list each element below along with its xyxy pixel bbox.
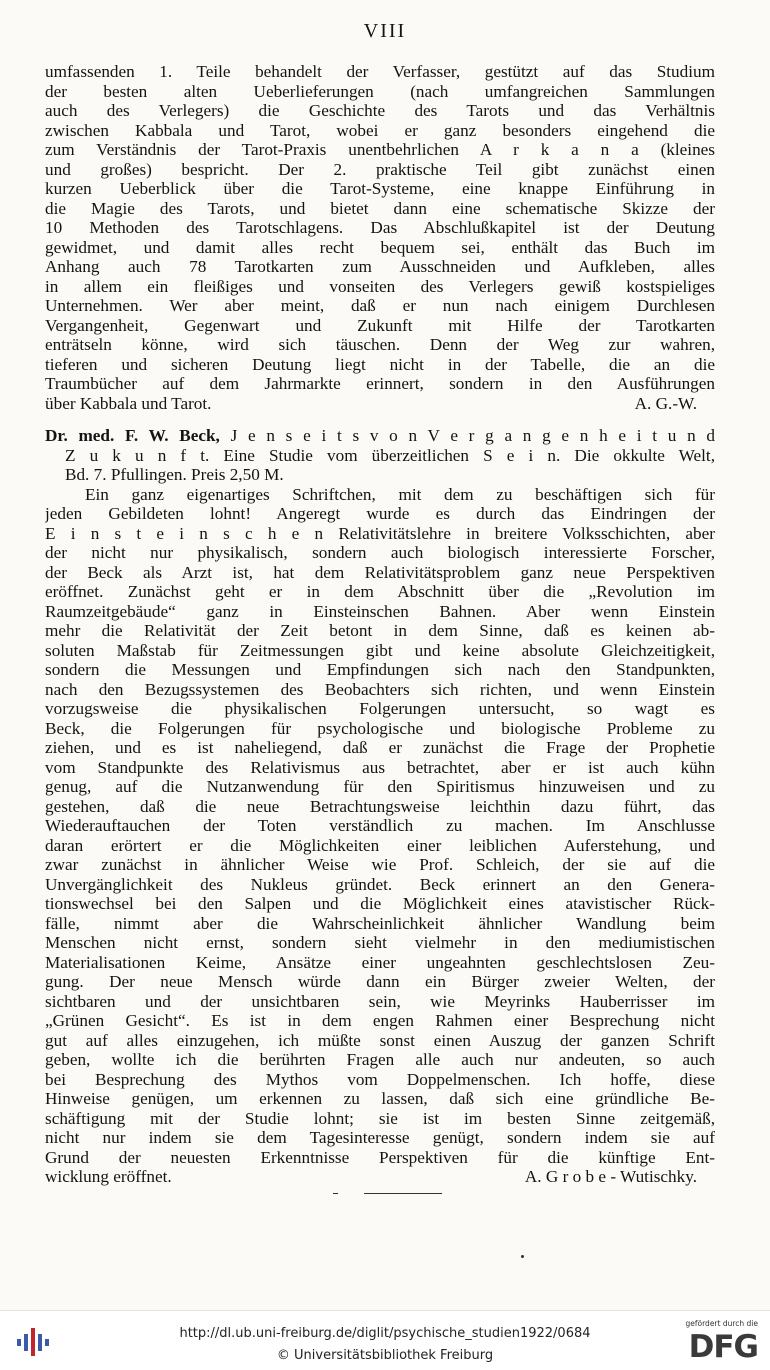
dfg-caption: gefördert durch die [685, 1319, 758, 1328]
text-line: tionswechsel bei den Salpen und die Möglichkeit eines atavistischer Rück- [45, 894, 715, 913]
text-line: der besten alten Ueberlieferungen (nach umfangreichen Sammlungen [45, 81, 715, 101]
text-line: Wiederauftauchen der Toten verständlich zu machen. Im Anschlusse [45, 816, 715, 835]
copyright-notice: © Universitätsbibliothek Freiburg [276, 1348, 494, 1363]
text-line: Unternehmen. Wer aber meint, daß er nun nach einigem Durchlesen [45, 296, 715, 315]
text-line: Grund der neuesten Erkenntnisse Perspektiven für die künftige Ent- [45, 1147, 715, 1167]
reviewer-signature: A. G.-W. [634, 393, 697, 413]
book-title: J e n s e i t s v o n V e r g a n g e n h e i t u n d [230, 426, 715, 445]
text-line: gung. Der neue Mensch würde dann ein Bürger zweier Welten, der [45, 972, 715, 991]
text-line: vorzugsweise die physikalischen Folgerungen untersucht, so wagt es [45, 699, 715, 718]
text-line: Anhang auch 78 Tarotkarten zum Ausschneiden und Aufkleben, alles [45, 257, 715, 276]
book-heading-line [45, 426, 715, 446]
text-line: Hinweise genügen, um erkennen zu lassen, daß sich eine gründliche Be- [45, 1089, 715, 1108]
book-title-cont: Z u k u n f t. Eine Studie vom überzeitlichen S e i n. Die okkulte Welt, [65, 445, 715, 465]
text-line: vom Standpunkte des Relativismus aus betrachtet, aber er ist auch kühn [45, 757, 715, 777]
text-line: Beck, die Folgerungen für psychologische und biologische Probleme zu [45, 718, 715, 738]
text-line: tieferen und sicheren Deutung liegt nicht in der Tabelle, die an die [45, 354, 715, 374]
text-line: der nicht nur physikalisch, sondern auch biologisch interessierte Forscher, [45, 543, 715, 562]
text-line: daran erörtert er die Möglichkeiten einer leiblichen Auferstehung, und [45, 835, 715, 855]
book-publication-info: Bd. 7. Pfullingen. Preis 2,50 M. [65, 465, 284, 484]
closing-line [45, 394, 715, 414]
review-beck [45, 426, 715, 1187]
viewer-footer [0, 1310, 770, 1370]
text-line: enträtseln könne, wird sich täuschen. Denn der Weg zur wahren, [45, 335, 715, 354]
text-line: Menschen nicht ernst, sondern sieht vielmehr in den mediumistischen [45, 933, 715, 952]
text-line: zwischen Kabbala und Tarot, wobei er ganz besonders eingehend die [45, 120, 715, 140]
ink-speck [521, 1255, 524, 1258]
review-tarot-continuation [45, 62, 715, 413]
text-line: wicklung eröffnet. [45, 1167, 172, 1186]
text-line: mehr die Relativität der Zeit betont in dem Sinne, daß es keinen ab- [45, 621, 715, 640]
text-line: zum Verständnis der Tarot-Praxis unentbehrlichen A r k a n a (kleines [45, 140, 715, 159]
text-line: der Beck als Arzt ist, hat dem Relativitätsproblem ganz neue Perspektiven [45, 562, 715, 582]
text-line: geben, wollte ich die berührten Fragen alle auch nur andeuten, so auch [45, 1050, 715, 1069]
text-line: sondern die Messungen und Empfindungen sich nach den Standpunkten, [45, 660, 715, 679]
text-line: Unvergänglichkeit des Nukleus gründet. Beck erinnert an den Genera- [45, 874, 715, 894]
text-line: gewidmet, und damit alles recht bequem sei, enthält das Buch im [45, 237, 715, 257]
text-line: bei Besprechung des Mythos vom Doppelmenschen. Ich hoffe, diese [45, 1069, 715, 1089]
text-line: gut auf alles einzugehen, ich müßte sonst einen Auszug der ganzen Schrift [45, 1030, 715, 1050]
text-line: schäftigung mit der Studie lohnt; sie ist im besten Sinne zeitgemäß, [45, 1108, 715, 1128]
text-line: die Magie des Tarots, und bietet dann eine schematische Skizze der [45, 198, 715, 218]
text-line: genug, auf die Nutzanwendung für den Spiritismus hinzuweisen und zu [45, 777, 715, 796]
text-line: sichtbaren und der unsichtbaren sein, wie Meyrinks Hauberrisser im [45, 991, 715, 1011]
reviewer-signature: A. G r o b e - Wutischky. [524, 1167, 697, 1186]
text-line: gestehen, daß die neue Betrachtungsweise leichthin dazu führt, das [45, 796, 715, 816]
text-line: ziehen, und es ist naheliegend, daß er zunächst die Frage der Prophetie [45, 738, 715, 757]
page-number: VIII [363, 20, 407, 42]
text-line: nicht nur indem sie dem Tagesinteresse genügt, sondern indem sie auf [45, 1128, 715, 1147]
dfg-logo [680, 1319, 758, 1365]
text-line: kurzen Ueberblick über die Tarot-Systeme, eine knappe Einführung in [45, 179, 715, 198]
text-line: Ein ganz eigenartiges Schriftchen, mit dem zu beschäftigen sich für [85, 484, 715, 504]
closing-line [45, 1167, 715, 1187]
text-line: Materialisationen Keime, Ansätze einer ungeahnten geschlechtslosen Zeu- [45, 952, 715, 972]
text-line: eröffnet. Zunächst geht er in dem Abschnitt über die „Revolution im [45, 582, 715, 601]
text-line: umfassenden 1. Teile behandelt der Verfasser, gestützt auf das Studium [45, 62, 715, 81]
text-line: fälle, nimmt aber die Wahrscheinlichkeit ähnlicher Wandlung beim [45, 913, 715, 933]
text-line: soluten Maßstab für Zeitmessungen gibt und keine absolute Gleichzeitigkeit, [45, 640, 715, 660]
text-line: „Grünen Gesicht“. Es ist in dem engen Rahmen einer Besprechung nicht [45, 1011, 715, 1030]
text-line: 10 Methoden des Tarotschlagens. Das Abschlußkapitel ist der Deutung [45, 218, 715, 237]
text-line: und großes) bespricht. Der 2. praktische Teil gibt zunächst einen [45, 159, 715, 179]
text-line: in allem ein fleißiges und vonseiten des Verlegers gewiß kostspieliges [45, 276, 715, 296]
text-line: jeden Gebildeten lohnt! Angeregt wurde es durch das Eindringen der [45, 504, 715, 523]
text-line: über Kabbala und Tarot. [45, 393, 212, 413]
separator-rule [364, 1193, 442, 1194]
text-line: Traumbücher auf dem Jahrmarkte erinnert, sondern in den Ausführungen [45, 374, 715, 393]
separator-dot [333, 1193, 338, 1194]
text-line: E i n s t e i n s c h e n Relativitätslehre in breitere Volksschichten, aber [45, 523, 715, 543]
text-line: Vergangenheit, Gegenwart und Zukunft mit Hilfe der Tarotkarten [45, 315, 715, 335]
text-line: Raumzeitgebäude“ ganz in Einsteinschen Bahnen. Aber wenn Einstein [45, 601, 715, 621]
book-author: Dr. med. F. W. Beck, [45, 426, 220, 445]
permalink-url[interactable]: http://dl.ub.uni-freiburg.de/diglit/psychische_studien1922/0684 [179, 1326, 591, 1341]
text-line: auch des Verlegers) die Geschichte des Tarots und das Verhältnis [45, 101, 715, 120]
text-line: zwar zunächst in ähnlicher Weise wie Prof. Schleich, der sie auf die [45, 855, 715, 874]
dfg-wordmark: DFG [688, 1329, 758, 1365]
text-line: nach den Bezugssystemen des Beobachters sich richten, und wenn Einstein [45, 679, 715, 699]
